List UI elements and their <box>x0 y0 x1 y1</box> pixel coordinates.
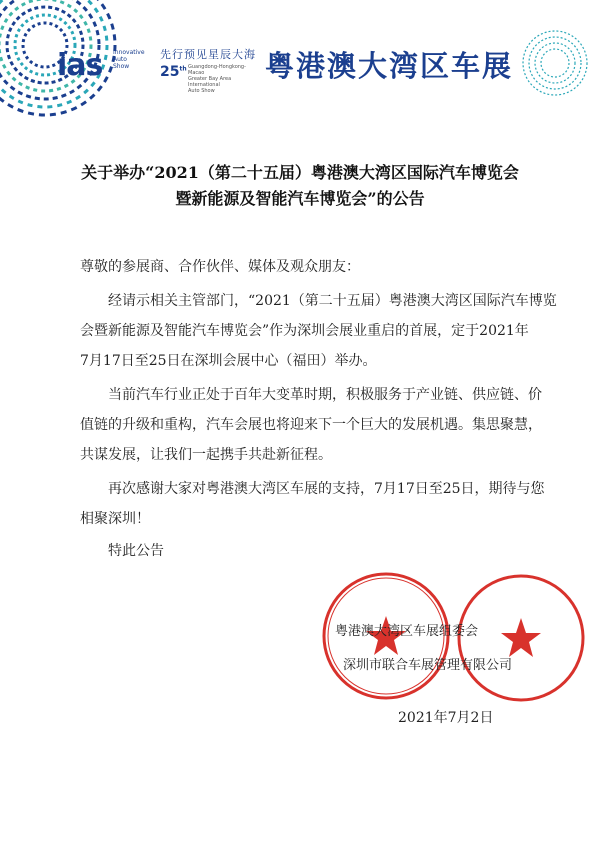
closing-remark: 特此公告 <box>108 543 164 559</box>
organizer-company: 深圳市联合车展管理有限公司 <box>343 658 513 673</box>
organizer-committee: 粤港澳大湾区车展组委会 <box>335 624 479 639</box>
slogan: 先行预见星辰大海 <box>160 48 256 61</box>
paragraph-1: 经请示相关主管部门，“2021（第二十五届）粤港澳大湾区国际汽车博览 会暨新能源及智能汽车博览会”作为深圳会展业重启的首展，定于2021年 7月17日至25日在深圳会展中心（福田）举办。 <box>80 293 557 369</box>
paragraph-3: 再次感谢大家对粤港澳大湾区车展的支持，7月17日至25日，期待与您 相聚深圳！ <box>80 481 545 527</box>
paragraph-2: 当前汽车行业正处于百年大变革时期，积极服务于产业链、供应链、价 值链的升级和重构，汽车会展也将迎来下一个巨大的发展机遇。集思聚慧， 共谋发展，让我们一起携手共赴新征程。 <box>80 387 542 463</box>
notice-date: 2021年7月2日 <box>398 710 494 726</box>
brand-name: 粤港澳大湾区车展 <box>265 49 514 83</box>
page-header <box>0 0 600 112</box>
concentric-rings-icon <box>520 28 590 98</box>
salutation: 尊敬的参展商、合作伙伴、媒体及观众朋友： <box>80 259 360 275</box>
english-subtitle: Guangdong-Hongkong-Macao Greater Bay Area International Auto Show <box>188 64 246 94</box>
ias-logo-subtitle: Innovative Auto Show <box>113 49 145 70</box>
ias-logo: ias <box>57 48 103 83</box>
notice-title-line-2: 暨新能源及智能汽车博览会”的公告 <box>175 189 425 208</box>
notice-title-line-1: 关于举办“2021（第二十五届）粤港澳大湾区国际汽车博览会 <box>81 163 519 182</box>
edition-number: 25th <box>160 64 187 80</box>
